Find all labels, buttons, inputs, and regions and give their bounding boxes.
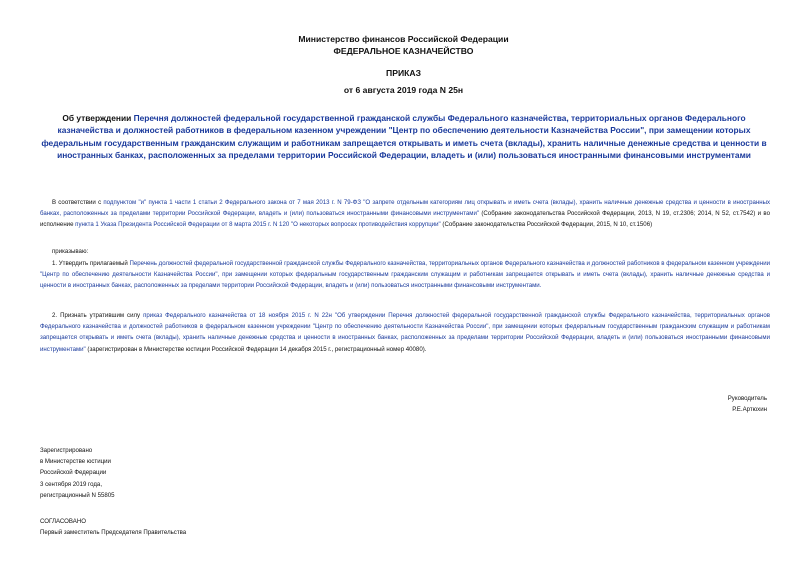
registration-line: Зарегистрировано xyxy=(40,447,93,454)
preamble-text-3: (Собрание законодательства Российской Федерации, 2015, N 10, ст.1506) xyxy=(440,221,653,229)
title-prefix: Об утверждении xyxy=(62,113,134,123)
clause-1-text: 1. Утвердить прилагаемый xyxy=(52,260,130,267)
clause-2-text-2: (зарегистрирован в Министерстве юстиции Российской Федерации 14 декабря 2015 г., регистрационный номер 40080). xyxy=(85,345,427,353)
preamble-text-2: (Собрание законодательства Российской Федерации, 2013, N 19, ст.2306; 2014, N 52, ст.7542) и во исполнение xyxy=(40,210,770,229)
approved-list-link[interactable]: Перечень должностей федеральной государственной гражданской службы Федерального казначейства, территориальных органов Федерального казначейства и должностей работников в федеральном казенном учреждении "Центр по обеспечению деятельности Казначейства России", при замещении которых федеральным государственным гражданским служащим и работникам запрещается открывать и иметь счета (вклады), хранить наличные денежные средства и ценности в иностранных банках, расположенных за пределами территории Российской Федерации, владеть и (или) пользоваться иностранными финансовыми инструментами. xyxy=(40,260,770,290)
order-word: приказываю: xyxy=(52,248,89,255)
registration-line: регистрационный N 55805 xyxy=(40,491,115,499)
document-date-number: от 6 августа 2019 года N 25н xyxy=(343,85,464,95)
agreement-line: Первый заместитель Председателя Правительства xyxy=(40,529,187,537)
ministry-name: Министерство финансов Российской Федерации xyxy=(298,34,509,44)
clause-1-paragraph xyxy=(40,258,770,292)
preamble-text-1: В соответствии с xyxy=(52,199,104,206)
title-list-link[interactable]: Перечня должностей федеральной государственной гражданской службы Федерального казначейства, территориальных органов Федерального казначейства и должностей работников в федеральном казенном учреждении "Центр по обеспечению деятельности Казначейства России", при замещении которых федеральным государственным гражданским служащим и работникам запрещается открывать и иметь счета (вклады), хранить наличные денежные средства и ценности в иностранных банках, расположенных за пределами территории Российской Федерации, владеть и (или) пользоваться иностранными финансовыми инструментами xyxy=(41,113,767,160)
registration-line: в Министерстве юстиции xyxy=(40,458,111,466)
document-type: ПРИКАЗ xyxy=(386,68,421,78)
clause-2-text-1: 2. Признать утратившим силу xyxy=(52,312,144,319)
preamble-paragraph xyxy=(40,197,770,231)
presidential-decree-link[interactable]: пункта 1 Указа Президента Российской Федерации от 8 марта 2015 г. N 120 "О некоторых вопросах противодействия коррупции" xyxy=(75,221,441,229)
agreement-line: СОГЛАСОВАНО xyxy=(40,518,86,525)
clause-2-paragraph xyxy=(40,310,770,355)
document-title xyxy=(40,112,768,161)
repealed-order-link[interactable]: приказ Федерального казначейства от 18 ноября 2015 г. N 22н "Об утверждении Перечня должностей федеральной государственной гражданской службы Федерального казначейства, территориальных органов Федерального казначейства и должностей работников в федеральном казенном учреждении "Центр по обеспечению деятельности Казначейства России", при замещении которых федеральным государственным гражданским служащим и работникам запрещается открывать и иметь счета (вклады), хранить наличные денежные средства и ценности в иностранных банках, расположенных за пределами территории Российской Федерации, владеть и (или) пользоваться иностранными финансовыми инструментами" xyxy=(40,312,770,353)
agreement-block xyxy=(40,516,186,538)
registration-line: Российской Федерации xyxy=(40,469,107,477)
federal-law-link[interactable]: подпунктом "и" пункта 1 части 1 статьи 2 Федерального закона от 7 мая 2013 г. N 79-ФЗ "О запрете отдельным категориям лиц открывать и иметь счета (вклады), хранить наличные денежные средства и ценности в иностранных банках, расположенных за пределами территории Российской Федерации, владеть и (или) пользоваться иностранными финансовыми инструментами" xyxy=(40,199,770,218)
registration-line: 3 сентября 2019 года, xyxy=(40,480,103,488)
signatory-role: Руководитель xyxy=(727,395,767,402)
registration-block xyxy=(40,445,115,501)
treasury-name: ФЕДЕРАЛЬНОЕ КАЗНАЧЕЙСТВО xyxy=(333,46,474,56)
signatory-name: Р.Е.Артюхин xyxy=(732,406,767,413)
